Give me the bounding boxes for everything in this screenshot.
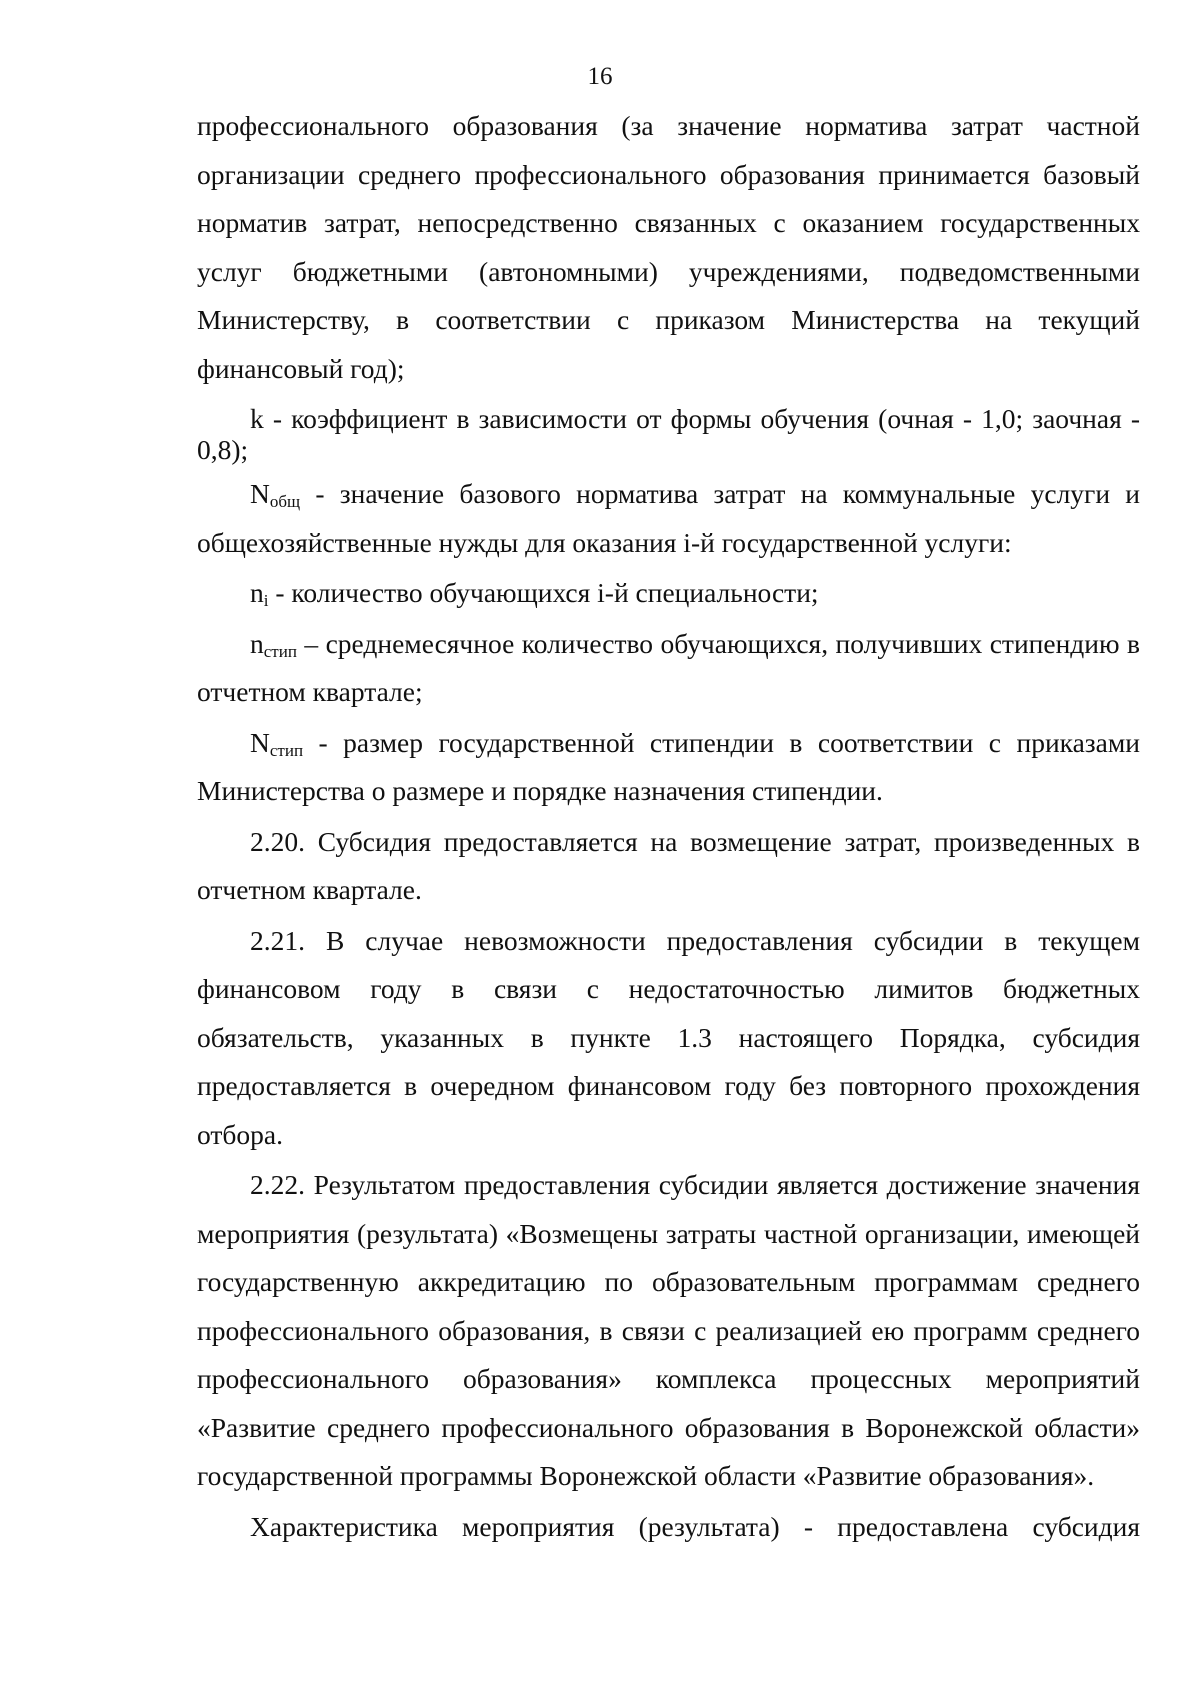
- symbol-k: k: [250, 403, 264, 434]
- symbol-n-stip: n: [250, 627, 264, 659]
- symbol-n-i: n: [250, 577, 264, 608]
- characteristic-paragraph: Характеристика мероприятия (результата) - предоставлена субсидия: [250, 1510, 1140, 1542]
- subscript-i: i: [263, 591, 269, 610]
- definition-n-i: [197, 569, 1140, 618]
- subscript-obsh: общ: [269, 492, 301, 511]
- definition-n-obsh: [197, 470, 1140, 567]
- definition-k: [197, 403, 1140, 465]
- clause-2-21: 2.21. В случае невозможности предоставления субсидии в текущем финансовом году в связи с недостаточностью лимитов бюджетных обязательств, указанных в пункте 1.3 настоящего Порядка, субсидия предоставляется в очередном финансовом году без повторного прохождения отбора.: [197, 924, 1140, 1150]
- paragraph-continuation: профессионального образования (за значение норматива затрат частной организации среднего профессионального образования принимается базовый норматив затрат, непосредственно связанных с оказанием государственных услуг бюджетными (автономными) учреждениями, подведомственными Министерству, в соответствии с приказом Министерства на текущий финансовый год);: [197, 110, 1140, 384]
- definition-n-stip-text: – среднемесячное количество обучающихся, получивших стипендию в отчетном квартале;: [197, 627, 1140, 707]
- definition-N-stip: [197, 719, 1140, 816]
- subscript-stip: стип: [263, 641, 297, 661]
- clause-2-22: 2.22. Результатом предоставления субсидии является достижение значения мероприятия (результата) «Возмещены затраты частной организации, имеющей государственную аккредитацию по образовательным программам среднего профессионального образования, в связи с реализацией ею программ среднего профессионального образования» комплекса процессных мероприятий «Развитие среднего профессионального образования в Воронежской области» государственной программы Воронежской области «Развитие образования».: [197, 1169, 1140, 1491]
- definition-n-i-text: - количество обучающихся i-й специальности;: [268, 577, 819, 608]
- definition-n-obsh-text: - значение базового норматива затрат на коммунальные услуги и общехозяйственные нужды для оказания i-й государственной услуги:: [197, 478, 1140, 558]
- symbol-N-stip: N: [250, 726, 270, 758]
- symbol-n-obsh: N: [250, 478, 270, 509]
- subscript-stip-capital: стип: [269, 740, 304, 760]
- document-body: [197, 102, 1140, 1551]
- page-number: 16: [587, 63, 613, 90]
- definition-k-text: - коэффициент в зависимости от формы обучения (очная - 1,0; заочная - 0,8);: [197, 403, 1140, 465]
- clause-2-20: 2.20. Субсидия предоставляется на возмещение затрат, произведенных в отчетном квартале.: [197, 825, 1140, 905]
- definition-n-stip: [197, 620, 1140, 717]
- definition-N-stip-text: - размер государственной стипендии в соответствии с приказами Министерства о размере и порядке назначения стипендии.: [197, 726, 1140, 806]
